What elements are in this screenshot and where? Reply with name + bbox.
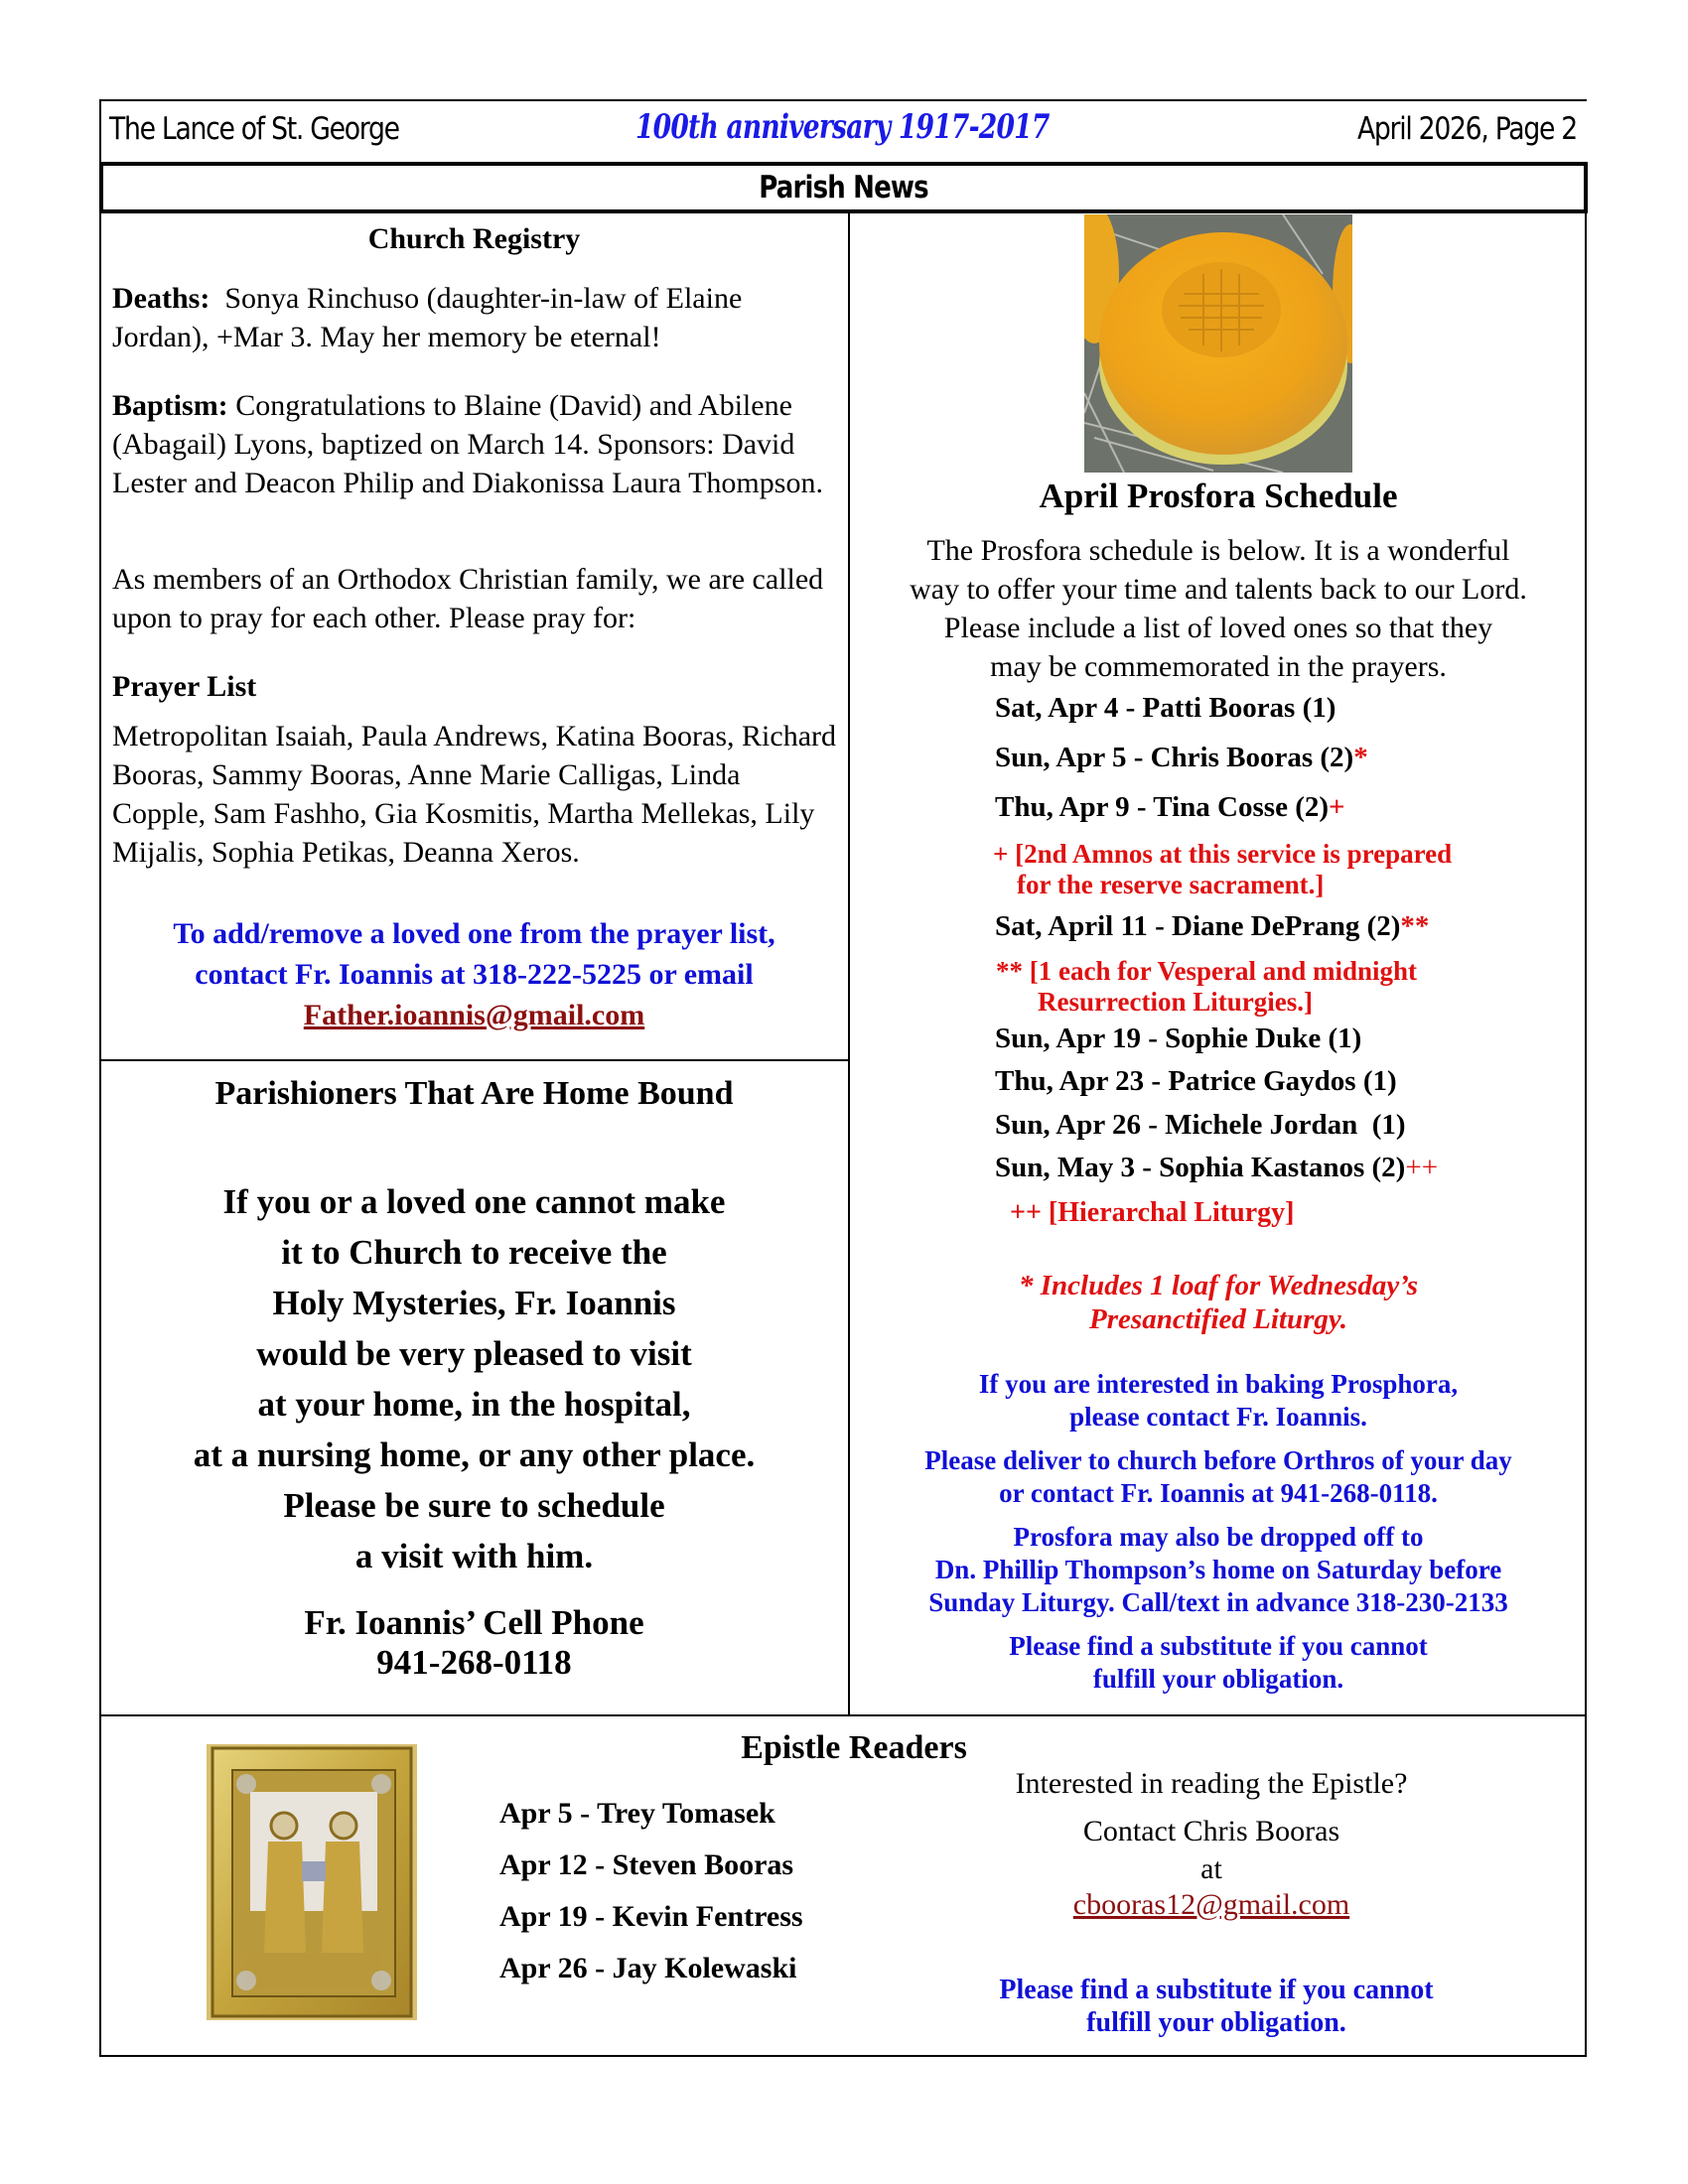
delivery-note [850,1444,1587,1510]
contact-line-2: contact Fr. Ioannis at 318-222-5225 or email [195,958,754,991]
prosfora-intro-line: The Prosfora schedule is below. It is a wonderful [926,534,1510,567]
anniversary-banner: 100th anniversary 1917-2017 [635,107,1050,147]
schedule-item-text: Sun, May 3 - Sophia Kastanos (2) [995,1152,1406,1183]
dropoff-line-3: Sunday Liturgy. Call/text in advance 318-230-2133 [928,1587,1508,1617]
epistle-interest-text: Interested in reading the Epistle? [1015,1767,1408,1800]
gospel-book-image [207,1744,417,2020]
left-section-divider [101,1059,848,1061]
father-email-link[interactable]: Father.ioannis@gmail.com [303,999,645,1031]
epistle-section-divider [101,1714,1587,1716]
deaths-label: Deaths: [112,282,211,315]
baking-interest-note [850,1368,1587,1433]
epistle-email-wrap [973,1888,1450,1922]
note-plus-line-2: for the reserve sacrament.] [1017,870,1325,899]
prayer-list: Metropolitan Isaiah, Paula Andrews, Katina Booras, Richard Booras, Sammy Booras, Anne Marie Calligas, Linda Copple, Sam Fashho, Gia Kosmitis, Martha Mellekas, Lily Mijalis, Sophia Petikas, Deanna Xeros. [112,720,836,869]
epistle-reader: Apr 19 - Kevin Fentress [499,1900,803,1933]
homebound-title: Parishioners That Are Home Bound [214,1075,734,1112]
prosfora-schedule-title: April Prosfora Schedule [1039,477,1398,515]
issue-page-label: April 2026, Page 2 [1357,111,1577,147]
epistle-contact-name: Contact Chris Booras [1082,1815,1340,1847]
schedule-item-mark: ** [1400,910,1430,942]
deliver-line-1: Please deliver to church before Orthros of your day [924,1445,1512,1475]
schedule-item [995,791,1345,824]
includes-note-line-2: Presanctified Liturgy. [1089,1303,1347,1335]
schedule-item [995,692,1336,725]
schedule-item [995,1152,1438,1184]
prosfora-bread-icon [1084,214,1352,473]
epistle-contact-at: at [1200,1852,1222,1885]
section-banner-title: Parish News [759,170,928,205]
epistle-reader: Apr 26 - Jay Kolewaski [499,1952,797,1984]
note-double-star-line-1: ** [1 each for Vesperal and midnight [996,956,1418,986]
schedule-item-text: Sat, Apr 4 - Patti Booras (1) [995,692,1336,724]
epistle-reader: Apr 12 - Steven Booras [499,1848,794,1881]
schedule-item-text: Thu, Apr 23 - Patrice Gaydos (1) [995,1065,1397,1097]
epistle-substitute-line-2: fulfill your obligation. [1086,2007,1346,2038]
section-banner [99,162,1588,213]
schedule-item-mark: + [1329,791,1345,823]
schedule-item-text: Thu, Apr 9 - Tina Cosse (2) [995,791,1330,823]
prosfora-substitute-note [850,1630,1587,1696]
schedule-item-text: Sun, Apr 19 - Sophie Duke (1) [995,1023,1362,1054]
note-double-star-line-2: Resurrection Liturgies.] [1038,987,1313,1017]
cell-phone-label: Fr. Ioannis’ Cell Phone [304,1603,644,1642]
contact-line-1: To add/remove a loved one from the prayer list, [173,917,775,950]
note-plus-line-1: + [2nd Amnos at this service is prepared [993,839,1453,869]
homebound-line: would be very pleased to visit [256,1334,692,1373]
cell-phone-block [99,1603,849,1683]
homebound-line: it to Church to receive the [281,1233,667,1272]
dropoff-note [850,1521,1587,1619]
homebound-body [99,1176,849,1581]
prosfora-intro-line: may be commemorated in the prayers. [990,650,1447,683]
publication-name: The Lance of St. George [109,111,399,147]
schedule-item [995,1109,1406,1142]
baptism-entry [112,386,837,502]
schedule-item [995,1023,1361,1055]
note-double-plus: ++ [Hierarchal Liturgy] [1010,1197,1295,1228]
homebound-line: If you or a loved one cannot make [222,1182,726,1221]
prosfora-substitute-line-1: Please find a substitute if you cannot [1009,1631,1428,1661]
homebound-line: at a nursing home, or any other place. [193,1435,756,1474]
prayer-list-contact [99,913,849,1035]
schedule-item-text: Sun, Apr 5 - Chris Booras (2) [995,742,1354,773]
frame-bottom-rule [99,2055,1587,2057]
prosfora-bread-image [1084,214,1352,473]
baptism-text: Congratulations to Blaine (David) and Abilene (Abagail) Lyons, baptized on March 14. Sponsors: David Lester and Deacon Philip and Diakonissa Laura Thompson. [112,389,823,499]
epistle-email-link[interactable]: cbooras12@gmail.com [1072,1888,1350,1921]
deaths-entry [112,279,837,356]
prosfora-substitute-line-2: fulfill your obligation. [1092,1664,1344,1694]
homebound-line: a visit with him. [354,1537,594,1575]
epistle-reader: Apr 5 - Trey Tomasek [499,1797,775,1830]
homebound-line: at your home, in the hospital, [257,1385,691,1424]
homebound-line: Please be sure to schedule [283,1486,665,1525]
includes-note [850,1269,1587,1336]
baking-line-2: please contact Fr. Ioannis. [1069,1402,1367,1432]
epistle-readers-title: Epistle Readers [741,1729,967,1766]
cell-phone-number: 941-268-0118 [376,1643,572,1682]
schedule-item [995,1065,1397,1098]
members-text: As members of an Orthodox Christian family, we are called upon to pray for each other. Please pray for: [112,563,824,634]
prayer-list-title: Prayer List [112,670,257,703]
schedule-item [995,910,1429,943]
frame-top-rule [99,99,1587,101]
schedule-item-text: Sun, Apr 26 - Michele Jordan (1) [995,1109,1406,1141]
church-registry-title: Church Registry [367,222,581,255]
epistle-substitute-note [973,1974,1460,2039]
epistle-substitute-line-1: Please find a substitute if you cannot [999,1975,1434,2005]
schedule-item-mark: * [1353,742,1368,773]
schedule-item-mark: ++ [1405,1152,1439,1183]
baptism-label: Baptism: [112,389,228,422]
includes-note-line-1: * Includes 1 loaf for Wednesday’s [1019,1270,1418,1301]
deliver-line-2: or contact Fr. Ioannis at 941-268-0118. [999,1478,1438,1508]
homebound-line: Holy Mysteries, Fr. Ioannis [272,1284,676,1322]
prosfora-intro [850,531,1587,686]
dropoff-line-1: Prosfora may also be dropped off to [1013,1522,1424,1552]
note-double-star [996,956,1417,1018]
note-plus [993,839,1452,900]
dropoff-line-2: Dn. Phillip Thompson’s home on Saturday before [934,1555,1502,1584]
prosfora-intro-line: Please include a list of loved ones so that they [943,612,1493,644]
schedule-item [995,742,1368,774]
deaths-text: Sonya Rinchuso (daughter-in-law of Elaine Jordan), +Mar 3. May her memory be eternal! [112,282,743,353]
prosfora-intro-line: way to offer your time and talents back to our Lord. [910,573,1527,606]
schedule-item-text: Sat, April 11 - Diane DePrang (2) [995,910,1401,942]
gospel-book-icon [207,1744,417,2020]
baking-line-1: If you are interested in baking Prosphora, [978,1369,1459,1399]
